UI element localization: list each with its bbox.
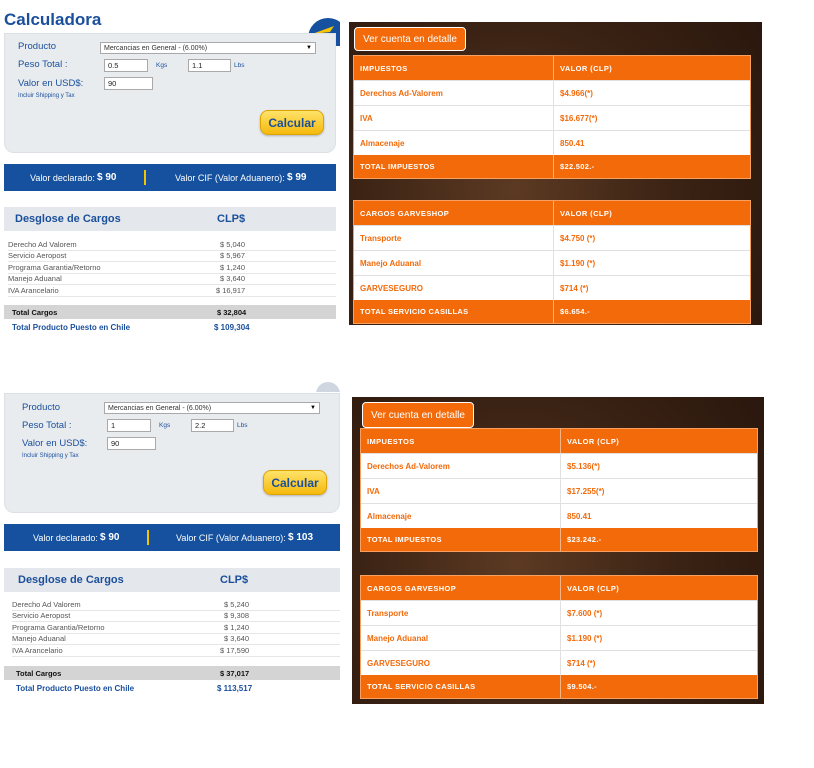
charge-value: $7.600 (*) xyxy=(567,608,603,618)
tax-value: $17.255(*) xyxy=(567,486,605,496)
total-value: $23.242.- xyxy=(567,535,602,544)
charge-value: $ 16,917 xyxy=(216,285,246,295)
usd-label: Valor en USD$: xyxy=(22,438,88,449)
table-header xyxy=(361,429,757,453)
col-header: CARGOS GARVESHOP xyxy=(354,201,554,225)
calcular-button[interactable]: Calcular xyxy=(263,470,327,495)
kgs-input[interactable]: 1 xyxy=(107,419,151,432)
total-value: $6.654.- xyxy=(560,307,590,316)
total-label: TOTAL IMPUESTOS xyxy=(361,528,561,551)
cif-value: $ 103 xyxy=(288,532,314,543)
list-item xyxy=(8,239,336,251)
total-value: $9.504.- xyxy=(567,682,597,691)
list-item xyxy=(12,599,340,611)
list-item xyxy=(12,611,340,623)
charge-name: Derecho Ad Valorem xyxy=(12,599,81,609)
breakdown-header xyxy=(4,207,336,231)
col-header: IMPUESTOS xyxy=(354,56,554,80)
total-charges-row xyxy=(4,666,340,680)
charge-value: $ 5,040 xyxy=(220,239,246,249)
charge-value: $1.190 (*) xyxy=(560,258,596,268)
charges-list xyxy=(8,239,336,297)
charge-value: $714 (*) xyxy=(560,283,589,293)
kgs-unit: Kgs xyxy=(156,62,168,69)
table-row xyxy=(361,503,757,528)
kgs-input[interactable]: 0.5 xyxy=(104,59,148,72)
table-row xyxy=(361,453,757,478)
total-value: $ 32,804 xyxy=(217,307,247,317)
tax-name: Derechos Ad-Valorem xyxy=(354,81,554,105)
grand-total-row xyxy=(4,681,340,695)
declared-label: Valor declarado: xyxy=(30,172,95,183)
charge-name: Transporte xyxy=(354,226,554,250)
usd-input[interactable]: 90 xyxy=(104,77,153,90)
table-row xyxy=(354,80,750,105)
charge-value: $ 17,590 xyxy=(220,645,250,655)
lbs-unit: Lbs xyxy=(237,422,248,429)
values-bar xyxy=(4,524,340,551)
tax-value: 850.41 xyxy=(567,511,592,521)
total-charges-row xyxy=(4,305,336,319)
list-item xyxy=(8,285,336,297)
grand-total-row xyxy=(4,320,336,334)
charge-value: $ 3,640 xyxy=(224,634,250,644)
table-row xyxy=(354,105,750,130)
table-row xyxy=(354,225,750,250)
cif-label: Valor CIF (Valor Aduanero): xyxy=(176,532,286,543)
breakdown-title: Desglose de Cargos xyxy=(18,574,124,586)
cif-value: $ 99 xyxy=(287,172,307,183)
bar-divider xyxy=(144,170,146,185)
charge-name: GARVESEGURO xyxy=(354,276,554,300)
charge-value: $ 5,240 xyxy=(224,599,250,609)
tax-value: $5.136(*) xyxy=(567,461,600,471)
total-label: TOTAL SERVICIO CASILLAS xyxy=(354,300,554,323)
charge-name: Programa Garantia/Retorno xyxy=(12,622,105,632)
table-row xyxy=(354,130,750,155)
tax-value: $16.677(*) xyxy=(560,113,598,123)
charge-value: $ 1,240 xyxy=(220,262,246,272)
charge-name: Derecho Ad Valorem xyxy=(8,239,77,249)
table-row xyxy=(361,650,757,675)
tax-value: 850.41 xyxy=(560,138,585,148)
total-label: Total Cargos xyxy=(12,307,58,317)
charge-name: Manejo Aduanal xyxy=(354,251,554,275)
charge-value: $ 9,308 xyxy=(224,611,250,621)
table-row xyxy=(361,625,757,650)
grand-value: $ 109,304 xyxy=(214,322,250,332)
col-header: IMPUESTOS xyxy=(361,429,561,453)
taxes-table xyxy=(353,55,751,179)
list-item xyxy=(12,622,340,634)
list-item xyxy=(12,634,340,646)
usd-label: Valor en USD$: xyxy=(18,78,84,89)
cif-label: Valor CIF (Valor Aduanero): xyxy=(175,172,285,183)
charge-name: Servicio Aeropost xyxy=(8,251,67,261)
charge-value: $1.190 (*) xyxy=(567,633,603,643)
table-header xyxy=(361,576,757,600)
tax-name: Almacenaje xyxy=(354,131,554,155)
table-header xyxy=(354,201,750,225)
breakdown-title: Desglose de Cargos xyxy=(15,213,121,225)
grand-label: Total Producto Puesto en Chile xyxy=(16,683,135,693)
weight-label: Peso Total : xyxy=(22,420,72,431)
breakdown-currency: CLP$ xyxy=(217,213,246,225)
charge-name: Manejo Aduanal xyxy=(361,626,561,650)
col-header: CARGOS GARVESHOP xyxy=(361,576,561,600)
total-value: $22.502.- xyxy=(560,162,595,171)
charge-name: Manejo Aduanal xyxy=(8,274,62,284)
list-item xyxy=(8,251,336,263)
dropdown-arrow-icon: ▼ xyxy=(306,45,312,51)
table-footer xyxy=(354,300,750,323)
lbs-unit: Lbs xyxy=(234,62,245,69)
col-header: VALOR (CLP) xyxy=(567,436,620,446)
grand-value: $ 113,517 xyxy=(217,683,253,693)
total-value: $ 37,017 xyxy=(220,668,250,678)
charges-list xyxy=(12,599,340,657)
garveshop-table xyxy=(353,200,751,324)
garveshop-table xyxy=(360,575,758,699)
grand-label: Total Producto Puesto en Chile xyxy=(12,322,131,332)
lbs-input[interactable]: 1.1 xyxy=(188,59,231,72)
values-bar xyxy=(4,164,336,191)
list-item xyxy=(8,274,336,286)
tax-name: IVA xyxy=(354,106,554,130)
total-label: Total Cargos xyxy=(16,668,62,678)
product-label: Producto xyxy=(18,41,57,52)
charge-value: $714 (*) xyxy=(567,658,596,668)
breakdown-header xyxy=(4,568,340,592)
table-row xyxy=(361,478,757,503)
product-select[interactable] xyxy=(104,402,320,414)
ver-detalle-button[interactable]: Ver cuenta en detalle xyxy=(362,402,474,428)
shipping-note: Incluir Shipping y Tax xyxy=(18,93,75,99)
product-select[interactable] xyxy=(100,42,316,54)
bar-divider xyxy=(147,530,149,545)
declared-value: $ 90 xyxy=(100,532,120,543)
tax-name: IVA xyxy=(361,479,561,503)
charge-name: Manejo Aduanal xyxy=(12,634,66,644)
table-footer xyxy=(361,675,757,698)
charge-value: $ 3,640 xyxy=(220,274,246,284)
breakdown-currency: CLP$ xyxy=(220,574,249,586)
table-footer xyxy=(361,528,757,551)
declared-value: $ 90 xyxy=(97,172,117,183)
total-label: TOTAL IMPUESTOS xyxy=(354,155,554,178)
col-header: VALOR (CLP) xyxy=(560,208,613,218)
lbs-input[interactable]: 2.2 xyxy=(191,419,234,432)
charge-name: IVA Arancelario xyxy=(12,645,63,655)
app-title: Calculadora xyxy=(4,10,102,29)
product-select-value: Mercancias en General - (6.00%) xyxy=(108,404,212,412)
table-row xyxy=(361,600,757,625)
tax-name: Derechos Ad-Valorem xyxy=(361,454,561,478)
taxes-table xyxy=(360,428,758,552)
charge-name: Transporte xyxy=(361,601,561,625)
product-label: Producto xyxy=(22,402,61,413)
kgs-unit: Kgs xyxy=(159,422,171,429)
total-label: TOTAL SERVICIO CASILLAS xyxy=(361,675,561,698)
tax-name: Almacenaje xyxy=(361,504,561,528)
list-item xyxy=(8,262,336,274)
tax-value: $4.966(*) xyxy=(560,88,593,98)
col-header: VALOR (CLP) xyxy=(567,583,620,593)
ver-detalle-button[interactable]: Ver cuenta en detalle xyxy=(354,27,466,51)
table-row xyxy=(354,250,750,275)
charge-name: GARVESEGURO xyxy=(361,651,561,675)
charge-value: $ 5,967 xyxy=(220,251,246,261)
shipping-note: Incluir Shipping y Tax xyxy=(22,453,79,459)
table-header xyxy=(354,56,750,80)
declared-label: Valor declarado: xyxy=(33,532,98,543)
col-header: VALOR (CLP) xyxy=(560,63,613,73)
charge-value: $ 1,240 xyxy=(224,622,250,632)
logo-icon xyxy=(304,380,340,392)
product-select-value: Mercancias en General - (6.00%) xyxy=(104,44,208,52)
charge-name: Servicio Aeropost xyxy=(12,611,71,621)
charge-name: Programa Garantia/Retorno xyxy=(8,262,101,272)
list-item xyxy=(12,645,340,657)
charge-name: IVA Arancelario xyxy=(8,285,59,295)
calcular-button[interactable]: Calcular xyxy=(260,110,324,135)
charge-value: $4.750 (*) xyxy=(560,233,596,243)
table-footer xyxy=(354,155,750,178)
usd-input[interactable]: 90 xyxy=(107,437,156,450)
table-row xyxy=(354,275,750,300)
weight-label: Peso Total : xyxy=(18,59,68,70)
dropdown-arrow-icon: ▼ xyxy=(310,405,316,411)
